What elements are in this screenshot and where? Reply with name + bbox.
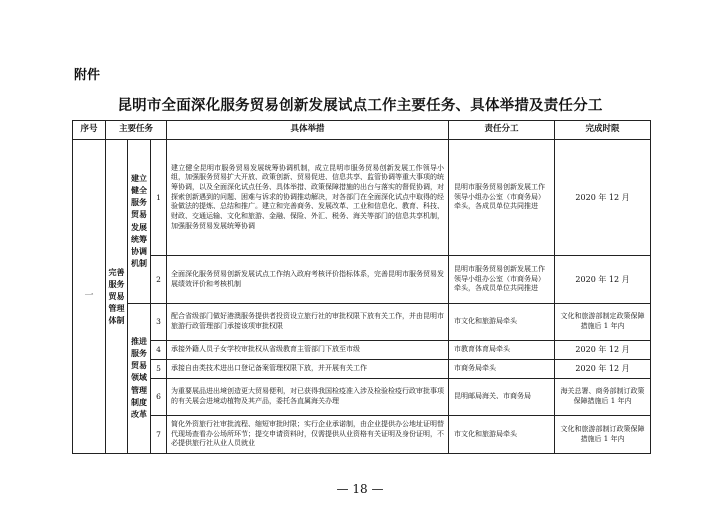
page-number: — 18 — — [336, 482, 384, 496]
row-number: 1 — [151, 140, 167, 256]
header-seq: 序号 — [73, 121, 106, 140]
row-number: 4 — [151, 341, 167, 360]
row-measure: 建立健全昆明市服务贸易发展统筹协调机制，成立昆明市服务贸易创新发展工作领导小组，加强服务贸易扩大开放、政策创新、贸易促进、信息共享、监管协调等重大事项的统筹协调，以及全面深化试点任务、具体举措、政策保障措施的出台与落实的督促协调，对探索创新遇到的问题、困难与诉求的协调推动解决，对各部门在全面深化试点中取得的经验做法的提炼、总结和推广。建立和完善商务、发展改革、工业和信息化、教育、科技、财政、交通运输、文化和旅游、金融、保险、外汇、税务、海关等部门的信息共享机制，加强服务贸易发展统筹协调 — [167, 140, 449, 256]
row-number: 3 — [151, 304, 167, 341]
attachment-label: 附件 — [74, 68, 101, 83]
table-row — [73, 140, 651, 256]
header-main-task: 主要任务 — [106, 121, 167, 140]
row-number: 7 — [151, 416, 167, 454]
row-deadline: 2020 年 12 月 — [555, 256, 651, 304]
row-number: 2 — [151, 256, 167, 304]
section-task: 完善服务贸易管理体制 — [106, 140, 128, 454]
row-measure: 承接外籍人员子女学校审批权从省级教育主管部门下放至市级 — [167, 341, 449, 360]
section-seq: 一 — [73, 140, 106, 454]
row-measure: 全面深化服务贸易创新发展试点工作纳入政府考核评价指标体系，完善昆明市服务贸易发展绩效评价和考核机制 — [167, 256, 449, 304]
table-row — [73, 379, 651, 416]
table-row — [73, 304, 651, 341]
row-number: 5 — [151, 360, 167, 379]
row-responsibility: 市文化和旅游局牵头 — [449, 304, 555, 341]
table-row — [73, 341, 651, 360]
row-responsibility: 市文化和旅游局牵头 — [449, 416, 555, 454]
task-group-coordination: 建立健全服务贸易发展统筹协调机制 — [128, 140, 151, 304]
header-measures: 具体举措 — [167, 121, 449, 140]
row-responsibility: 昆明市服务贸易创新发展工作领导小组办公室（市商务局）牵头，各成员单位共同推进 — [449, 256, 555, 304]
row-deadline: 海关总署、商务部制订政策保障措施后 1 年内 — [555, 379, 651, 416]
table-row — [73, 256, 651, 304]
row-responsibility: 昆明邮局海关、市商务局 — [449, 379, 555, 416]
table-row — [73, 360, 651, 379]
row-measure: 承接自由类技术进出口登记备案管理权限下放，并开展有关工作 — [167, 360, 449, 379]
row-deadline: 文化和旅游部制定政策保障措施后 1 年内 — [555, 304, 651, 341]
row-deadline: 2020 年 12 月 — [555, 140, 651, 256]
row-deadline: 2020 年 12 月 — [555, 360, 651, 379]
task-table — [72, 120, 651, 454]
task-group-reform: 推进服务贸易领域管理制度改革 — [128, 304, 151, 454]
row-deadline: 文化和旅游部制订政策保障措施后 1 年内 — [555, 416, 651, 454]
row-responsibility: 市教育体育局牵头 — [449, 341, 555, 360]
row-measure: 为重要展品进出境创造更大贸易便利，对已获得我国检疫准入涉及检验检疫行政审批事项的有关展会进境动植物及其产品，委托各直属海关办理 — [167, 379, 449, 416]
row-deadline: 2020 年 12 月 — [555, 341, 651, 360]
row-responsibility: 昆明市服务贸易创新发展工作领导小组办公室（市商务局）牵头，各成员单位共同推进 — [449, 140, 555, 256]
table-header-row — [73, 121, 651, 140]
header-deadline: 完成时限 — [555, 121, 651, 140]
row-measure: 配合省级部门做好港澳服务提供者投资设立旅行社的审批权限下放有关工作，并由昆明市旅游行政管理部门承接该项审批权限 — [167, 304, 449, 341]
row-responsibility: 市商务局牵头 — [449, 360, 555, 379]
row-number: 6 — [151, 379, 167, 416]
row-measure: 简化外资旅行社审批流程、缩短审批时限；实行企业承诺制，由企业提供办公地址证明替代现场查看办公场所环节；提交申请资料时，仅需提供从业资格有关证明及身份证明，不必提供旅行社从业人员就业 — [167, 416, 449, 454]
header-responsibility: 责任分工 — [449, 121, 555, 140]
table-row — [73, 416, 651, 454]
page-title: 昆明市全面深化服务贸易创新发展试点工作主要任务、具体举措及责任分工 — [117, 98, 603, 114]
